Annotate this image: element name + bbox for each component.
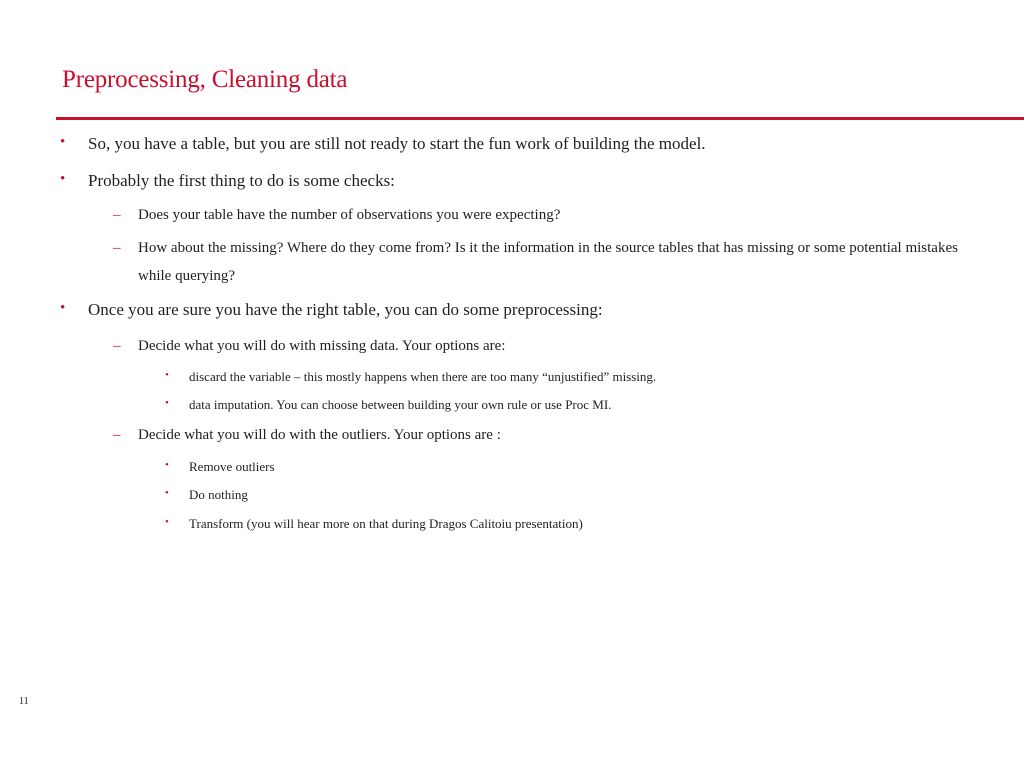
bullet-text: So, you have a table, but you are still not ready to start the fun work of building the model. — [88, 134, 706, 153]
dash-marker: – — [113, 427, 121, 443]
sub-sub-bullet-text: discard the variable – this mostly happens when there are too many “unjustified” missing. — [189, 369, 657, 384]
bullet-marker: • — [60, 134, 66, 150]
dash-marker: – — [113, 338, 121, 354]
sub-sub-bullet-text: data imputation. You can choose between building your own rule or use Proc MI. — [189, 397, 612, 412]
bullet-marker: • — [165, 459, 169, 471]
bullet-text: Once you are sure you have the right table, you can do some preprocessing: — [88, 300, 603, 319]
sub-sub-bullet-text: Remove outliers — [189, 459, 275, 474]
bullet-marker: • — [165, 516, 169, 528]
sub-bullet-text: Decide what you will do with the outliers. Your options are : — [138, 427, 501, 443]
sub-sub-bullet-text: Do nothing — [189, 487, 248, 502]
sub-sub-bullet-text: Transform (you will hear more on that during Dragos Calitoiu presentation) — [189, 516, 583, 531]
dash-marker: – — [113, 207, 121, 223]
slide-title: Preprocessing, Cleaning data — [62, 66, 348, 93]
sub-bullet-text: Does your table have the number of observations you were expecting? — [138, 207, 561, 223]
bullet-marker: • — [60, 300, 66, 316]
bullet-marker: • — [60, 171, 66, 187]
bullet-marker: • — [165, 369, 169, 381]
title-divider — [56, 117, 1024, 120]
bullet-marker: • — [165, 487, 169, 499]
sub-bullet-text: How about the missing? Where do they come from? Is it the information in the source tables that has missing or some potential mistakes while querying? — [138, 240, 958, 284]
dash-marker: – — [113, 240, 121, 256]
page-number: 11 — [19, 696, 29, 707]
bullet-marker: • — [165, 397, 169, 409]
bullet-text: Probably the first thing to do is some checks: — [88, 171, 395, 190]
sub-bullet-text: Decide what you will do with missing data. Your options are: — [138, 338, 506, 354]
